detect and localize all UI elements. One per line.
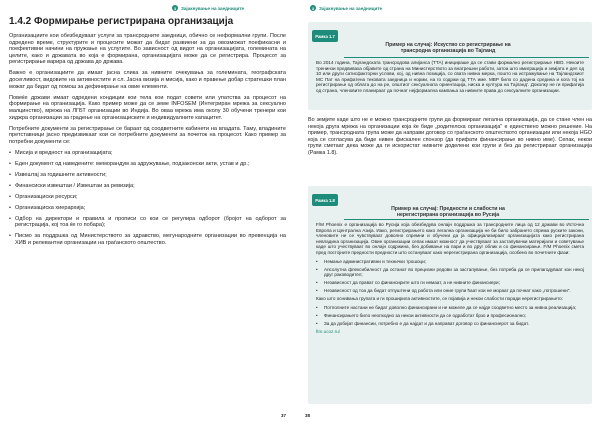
required-documents-list bbox=[9, 150, 286, 247]
source-link[interactable]: ftm.ucoz.ru/ bbox=[316, 328, 340, 334]
paragraph: Повеќе држави имаат одредени кондиции кои тела кои подат совети или упатства за процесот на формирање на организација. Како пример може да се земе INFOSEM (Интегриран мрежа за сексуално малцинство), мрежа на ЛГБТ организации во Индија. Во оваа мрежа има околу 30 обучени тренери кои хиджра организации за градење на организациските и индивидуалните капацитет. bbox=[9, 94, 286, 121]
box-paragraph: Како што оснивања групата и ги проширила активностите, се појавија и некои слабости поради нерегистрирањето: bbox=[316, 296, 563, 302]
advantages-list bbox=[316, 259, 584, 294]
box-title-line2: нерегистрирана организација во Русија bbox=[396, 212, 500, 218]
list-item: • Потполните настани не бидат доволно финансирани и не можеле да се најде соодветно место за нивна реализација; bbox=[316, 305, 584, 311]
list-item: • Извештај за годишните активности; bbox=[9, 172, 286, 179]
page-number: 38 bbox=[305, 413, 311, 418]
chapter-badge: 3 bbox=[173, 5, 177, 11]
list-item: • Финансиски извештаи / Извештаи за ревизија; bbox=[9, 183, 286, 190]
box-title bbox=[348, 42, 548, 54]
right-page bbox=[300, 0, 600, 424]
list-item: • Одбор на директори и правила и прописи со кои се регулира одборот (бројот на одборот за регистрација, кој тоа ќе го побара); bbox=[9, 216, 286, 229]
disadvantages-list bbox=[316, 305, 584, 327]
list-item: • Независност да прават со финансирите што ги немаат, а не нивните финансиери; bbox=[316, 280, 584, 286]
left-body bbox=[9, 33, 286, 251]
page-number: 37 bbox=[280, 413, 286, 418]
box-title-line2: трансродна организација во Тајланд bbox=[400, 48, 496, 54]
list-item: • Организациска хиерархија; bbox=[9, 205, 286, 212]
case-study-box-thailand bbox=[308, 22, 592, 110]
paragraph: Важно е организациите да имаат јасна слика за нивните очекувања за големината, географската досегливост, видовите на активностите и сл. Јасна визија и мисија, како и правење добар стратешки план можат да бидат од помош за дефинирање на овие елементи. bbox=[9, 70, 286, 90]
box-body bbox=[316, 222, 584, 337]
box-body bbox=[316, 60, 584, 97]
list-item: • За да добијат финансии, потребно е да најдат и дa направат договор со финансиерот за бидат. bbox=[316, 321, 584, 327]
paragraph: Потребните документи за регистрирање се бараат од соодветните кабинети на владата. Таму, владините претставници јасно предизвикаат кои се потребните документи за почеток на процесот. Како пример за потребни документи се: bbox=[9, 125, 286, 145]
mid-paragraph: Во земјите каде што не е можно трансродните групи да формираат легална организација, да се стане член на некоја друга мрежа на организации која ќе биде „родителска организација" е единствено можно решение. На пример, трансродната група може да направи договор со граѓанското општеството организации или некоја НGO која се согласува да биде нивен фискален спонзор (да прифати финансирање во нивно име). Сепак, некои групи сметаат дека може да ги искористат нивните доделени кои групи и без да регистрираат организација (Рамка 1.8). bbox=[308, 117, 592, 156]
box-label: Рамка 1.8 bbox=[312, 194, 338, 206]
list-item: • Немање административни и технички трошоци; bbox=[316, 259, 584, 265]
chapter-label: Зајакнување на заедниците bbox=[319, 5, 383, 11]
box-title-line1: Пример на случај: Предности и слабости на bbox=[391, 206, 505, 212]
section-title: 1.4.2 Формирање регистрирана организација bbox=[9, 16, 234, 27]
chapter-badge: 3 bbox=[311, 5, 315, 11]
chapter-header bbox=[172, 5, 244, 11]
divider bbox=[344, 57, 589, 58]
list-item: • Финансирањето било неопходно за некои активности да се одработат брзо и професионално; bbox=[316, 313, 584, 319]
list-item: • Независност од тоа да бидат отпуштени од работа или оние групи ћаат кои не мораат да почнат како „потрошени". bbox=[316, 288, 584, 294]
list-item: • Организациски ресурси; bbox=[9, 194, 286, 201]
divider bbox=[344, 219, 589, 220]
box-label: Рамка 1.7 bbox=[312, 30, 338, 42]
list-item: • Мисија и вредност на организацијата; bbox=[9, 150, 286, 157]
list-item: • Писмо за поддршка од Министерството за здравство, мегународните организации во превенција на ХИВ и релевантни организации на граѓанското општество. bbox=[9, 233, 286, 246]
chapter-label: Зајакнување на заедниците bbox=[181, 5, 245, 11]
list-item: • Апсолутна флексибилност да останат во прецизни редови за застапување, без потреба да се прилагодуваат кон некој друг раководител; bbox=[316, 267, 584, 278]
paragraph: Организациите кои обезбедуваат услуги за трансродните заедници, обично се неформални групи. После одредено време, структурите и процесите можат да бидат развиени за да овозможат поефикасни и поефективни начини на пружање на услугите. Во зависност од видот на организацијата, големината на целите, како и државата во која е формирана, организацијата може да се регистрира. Процесот за регистрирање варира од држава до држава. bbox=[9, 33, 286, 66]
box-paragraph: Во 2014 година, Тајландската трансродова алијанса (ТТА) иницираше да се стави формално регистрирање НВО. Некоите тренинзи предвиваха објавите од страна на Министерството за внатрешни работи, затоа што имиграција и земјата е дел од 10 или други сатисфакторни услови, кој, од нивна позиција, со свата нивна мерка, пошто на истражување на Тајландскиот МС Пат на прифатена тековата заедница и норми, на го содржи од ТТА име. МВР било со дадена средина и кога тој на регистрирање од облата до на ре, општиот сексуалната ориентација, ниска и култура на Тајланд'. Доколку не ги прифатија од страна, членовите планираат да почнат нејформална кампања за нивните права до сексуалните организации. bbox=[316, 60, 584, 93]
list-item: • Еден документ од наведените: меморандум за здружување, подзаконски акти, устав и др.; bbox=[9, 161, 286, 168]
chapter-header bbox=[310, 5, 382, 11]
box-title-line1: Пример на случај: Искуство со регистрирање на bbox=[385, 42, 511, 48]
case-study-box-russia bbox=[308, 186, 592, 404]
box-title bbox=[348, 206, 548, 218]
box-paragraph: F/M Phoenix е организација во Русија која обезбедува онлајн поддршка за трансродните лица од 12 држави во Источна Европа и Централна Азија. Иако, регистрирањето како легална организација не би било забрането спрема руските закони, членовите не се чувствуваат доволно спремни и обучени да ја официјализираат организацијата како регистрирана невладина организација. Овие организации сепак имаат можност да учествуваат за застапувачки материјали и советување каде што учествуваат во онлајн содржина, без добивање на пари и во друг облик и со финансирање. F/M Phoenix смета пред постојните предности предности што остануваат како нерегистрирана организација, особено во почетните фази: bbox=[316, 222, 584, 255]
